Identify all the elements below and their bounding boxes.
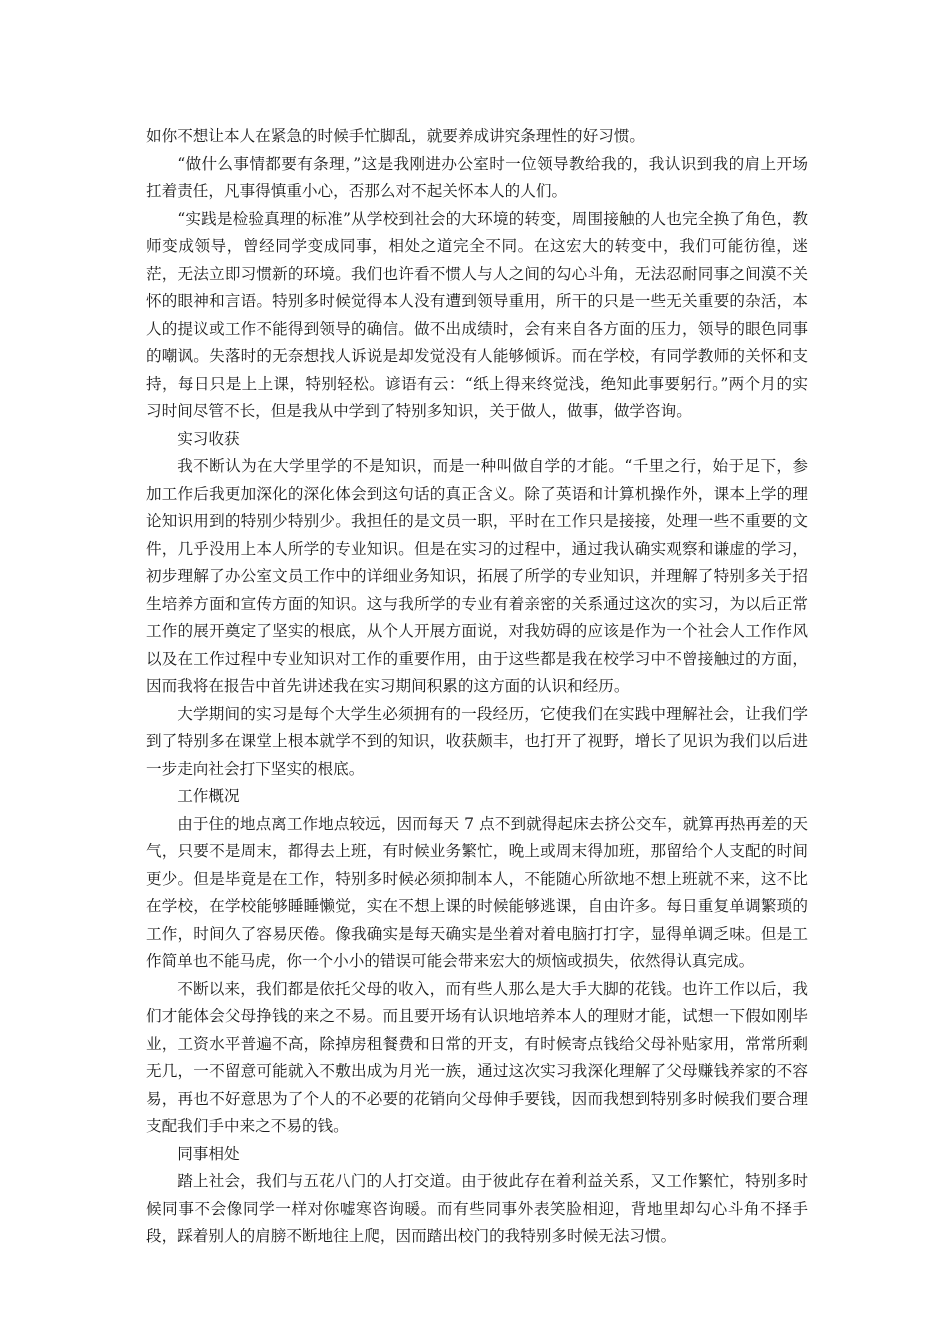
paragraph-practice-truth: “实践是检验真理的标准”从学校到社会的大环境的转变，周围接触的人也完全换了角色，教师变成领导，曾经同学变成同事，相处之道完全不同。在这宏大的转变中，我们可能彷徨，迷茫，无法立即习惯新的环境。我们也许看不惯人与人之间的勾心斗角，无法忍耐同事之间漠不关怀的眼神和言语。特别多时候觉得本人没有遭到领导重用，所干的只是一些无关重要的杂活，本人的提议或工作不能得到领导的确信。做不出成绩时，会有来自各方面的压力，领导的眼色同事的嘲讽。失落时的无奈想找人诉说是却发觉没有人能够倾诉。而在学校，有同学教师的关怀和支持，每日只是上上课，特别轻松。谚语有云：“纸上得来终觉浅，绝知此事要躬行。”两个月的实习时间尽管不长，但是我从中学到了特别多知识，关于做人，做事，做学咨询。 <box>146 209 808 420</box>
paragraph-intro: 如你不想让本人在紧急的时候手忙脚乱，就要养成讲究条理性的好习惯。 <box>146 127 646 145</box>
paragraph-university-internship: 大学期间的实习是每个大学生必须拥有的一段经历，它使我们在实践中理解社会，让我们学到了特别多在课堂上根本就学不到的知识，收获颇丰，也打开了视野，增长了见识为我们以后进一步走向社会打下坚实的根底。 <box>146 704 808 778</box>
paragraph-finance: 不断以来，我们都是依托父母的收入，而有些人那么是大手大脚的花钱。也许工作以后，我们才能体会父母挣钱的来之不易。而且要开场有认识地培养本人的理财才能，试想一下假如刚毕业，工资水平普遍不高，除掉房租餐费和日常的开支，有时候寄点钱给父母补贴家用，常常所剩无几，一不留意可能就入不敷出成为月光一族，通过这次实习我深化理解了父母赚钱养家的不容易，再也不好意思为了个人的不必要的花销向父母伸手要钱，因而我想到特别多时候我们要合理支配我们手中来之不易的钱。 <box>146 979 808 1135</box>
section-heading-colleagues: 同事相处 <box>177 1144 240 1163</box>
paragraph-society: 踏上社会，我们与五花八门的人打交道。由于彼此存在着利益关系，又工作繁忙，特别多时候同事不会像同学一样对你嘘寒咨询暖。而有些同事外表笑脸相迎，背地里却勾心斗角不择手段，踩着别人的肩膀不断地往上爬，因而踏出校门的我特别多时候无法习惯。 <box>146 1172 808 1245</box>
document-body <box>146 123 808 1251</box>
section-heading-work-overview: 工作概况 <box>177 787 240 805</box>
paragraph-commute: 由于住的地点离工作地点较远，因而每天 7 点不到就得起床去挤公交车，就算再热再差的天气，只要不是周末，都得去上班，有时候业务繁忙，晚上或周末得加班，那留给个人支配的时间更少。但是毕竟是在工作，特别多时候必须抑制本人，不能随心所欲地不想上班就不来，这不比在学校，在学校能够睡睡懒觉，实在不想上课的时候能够逃课，自由许多。每日重复单调繁琐的工作，时间久了容易厌倦。像我确实是每天确实是坐着对着电脑打打字，显得单调乏味。但是工作简单也不能马虎，你一个小小的错误可能会带来宏大的烦恼或损失，依然得认真完成。 <box>146 814 808 970</box>
section-heading-internship-gains: 实习收获 <box>177 429 240 448</box>
paragraph-order-quote: “做什么事情都要有条理，”这是我刚进办公室时一位领导教给我的，我认识到我的肩上开场扛着责任，凡事得慎重小心，否那么对不起关怀本人的人们。 <box>146 154 808 200</box>
paragraph-self-learning: 我不断认为在大学里学的不是知识，而是一种叫做自学的才能。“千里之行，始于足下，参加工作后我更加深化的深化体会到这句话的真正含义。除了英语和计算机操作外，课本上学的理论知识用到的特别少特别少。我担任的是文员一职，平时在工作只是接接，处理一些不重要的文件，几乎没用上本人所学的专业知识。但是在实习的过程中，通过我认确实观察和谦虚的学习，初步理解了办公室文员工作中的详细业务知识，拓展了所学的专业知识，并理解了特别多关于招生培养方面和宣传方面的知识。这与我所学的专业有着亲密的关系通过这次的实习，为以后正常工作的展开奠定了坚实的根底，从个人开展方面说，对我妨碍的应该是作为一个社会人工作作风以及在工作过程中专业知识对工作的重要作用，由于这些都是我在校学习中不曾接触过的方面，因而我将在报告中首先讲述我在实习期间积累的这方面的认识和经历。 <box>146 457 808 695</box>
